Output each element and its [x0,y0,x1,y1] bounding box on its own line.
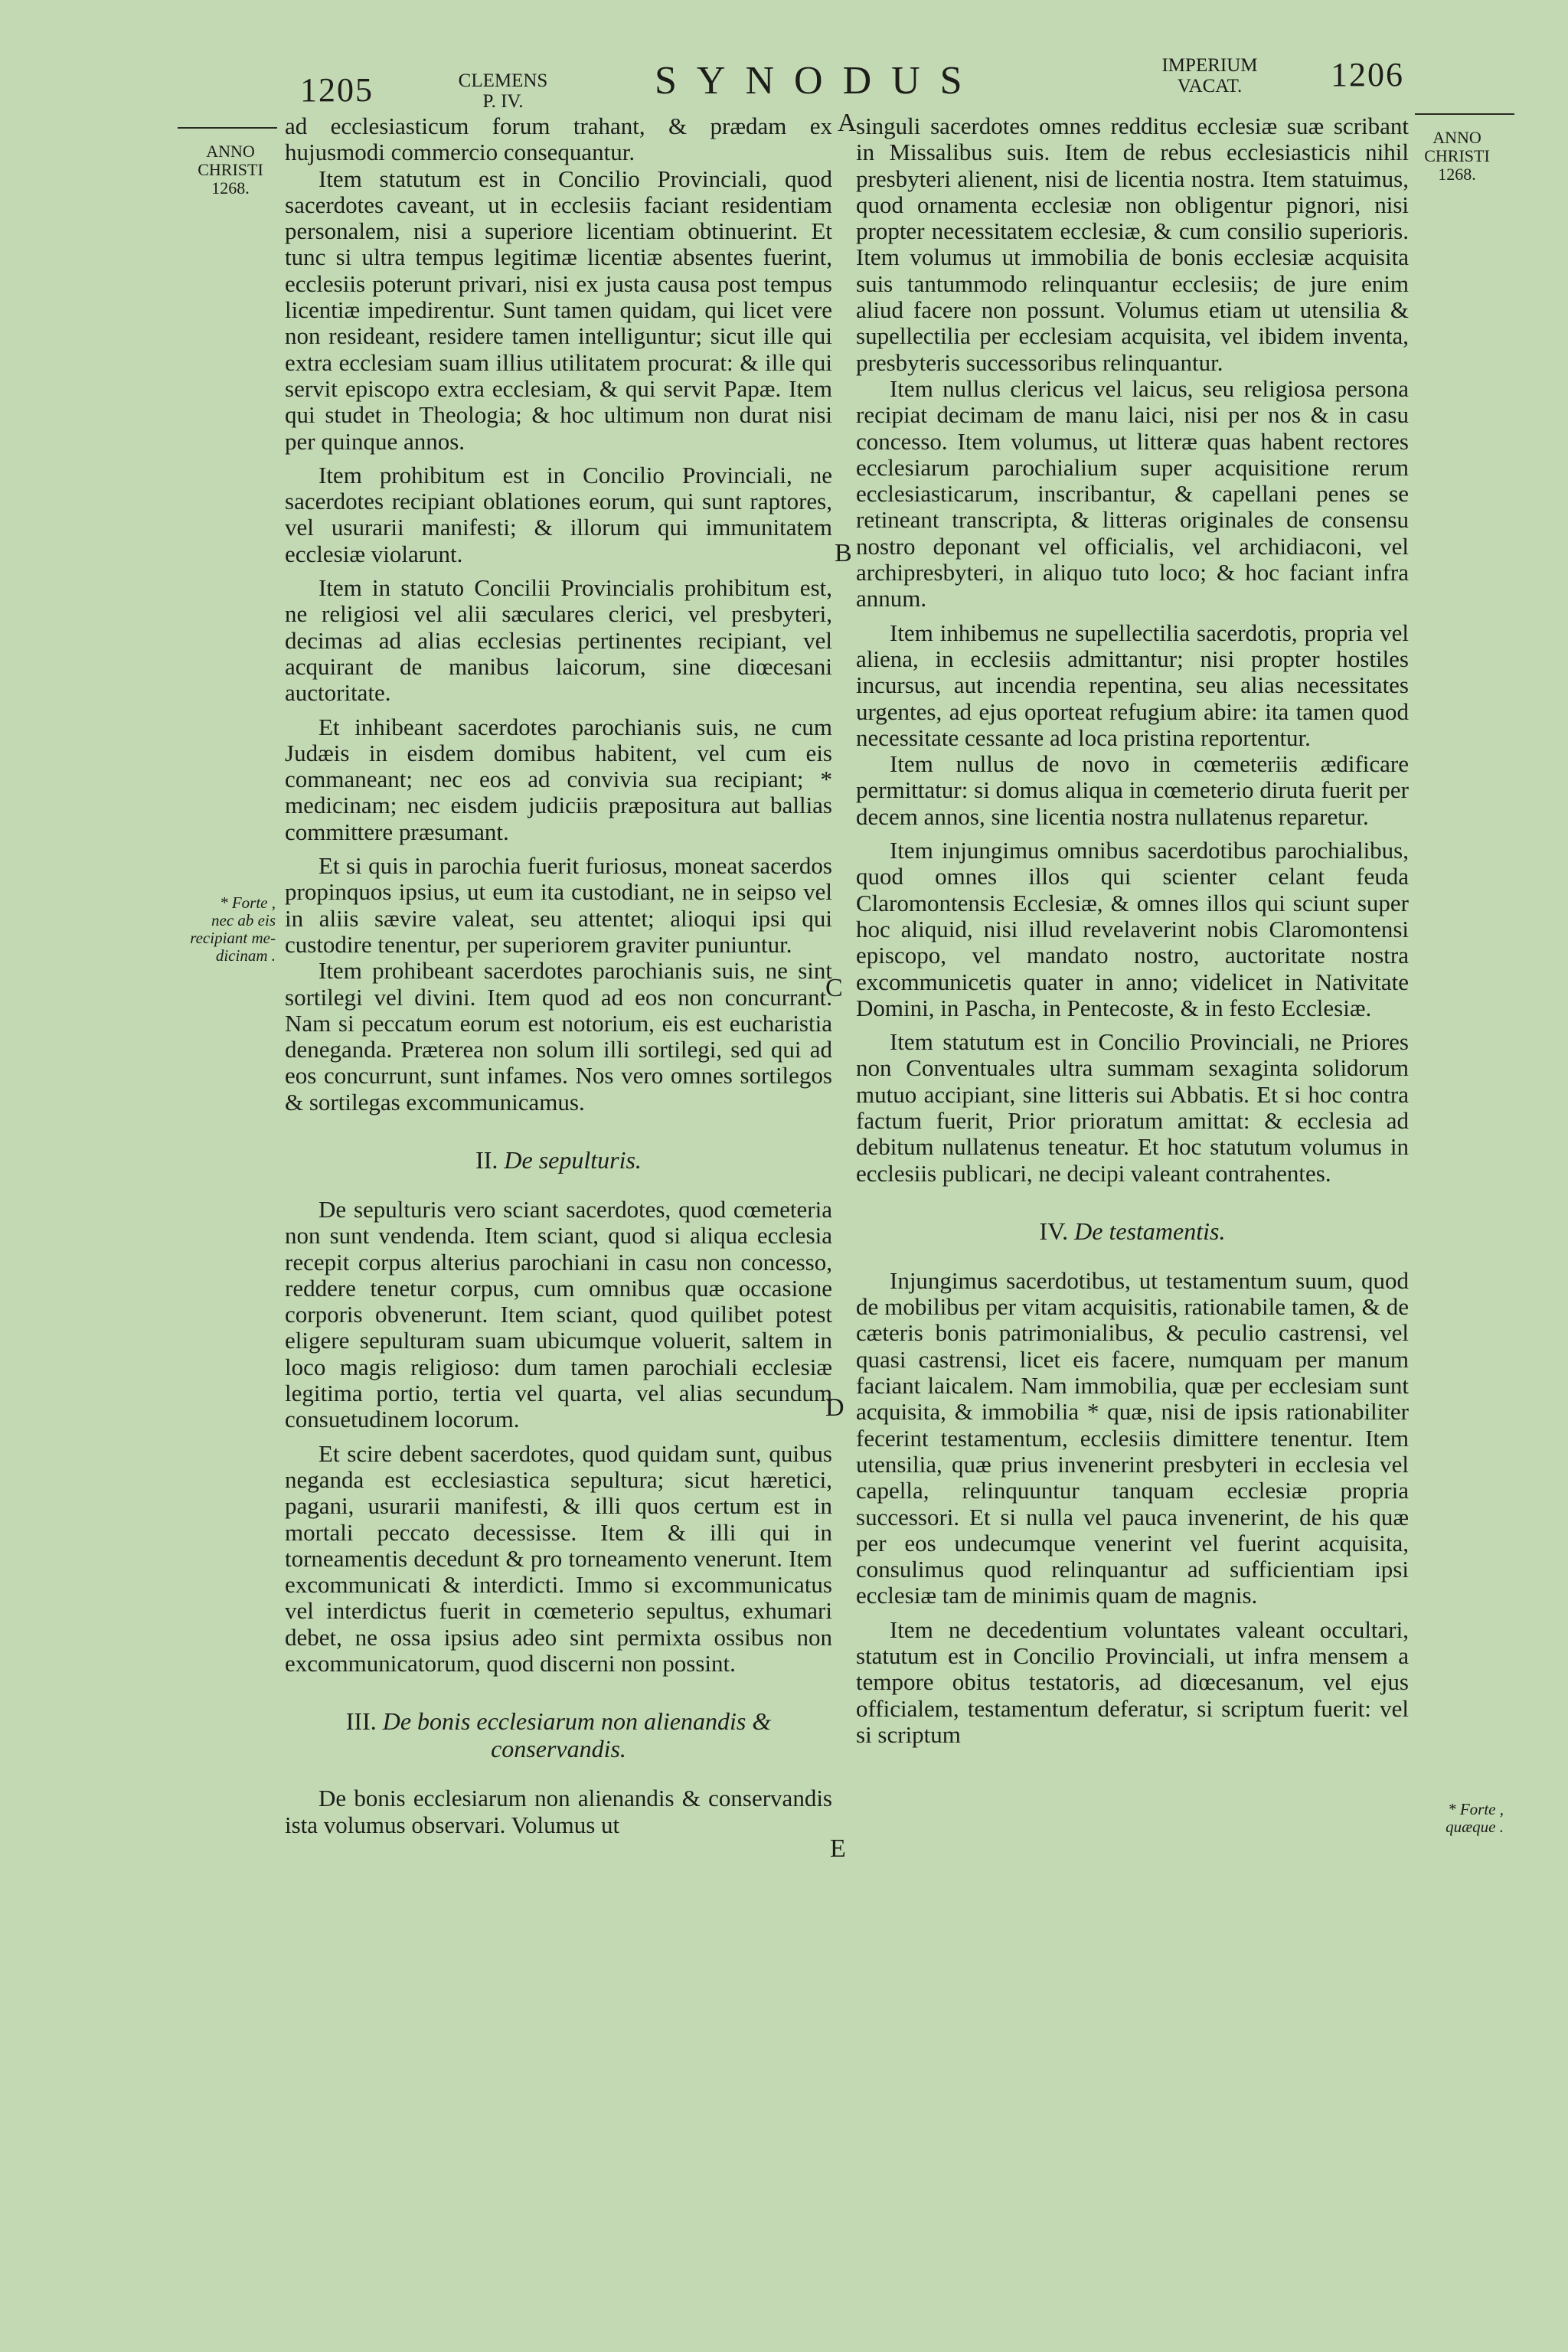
text-column-right [856,113,1409,1748]
paragraph: Injungimus sacerdotibus, ut testamentum suum, quod de mobilibus per vitam acquisitis, rationabile tamen, & de cæteris bonis patrimonialibus, & peculio castrensi, vel quasi castrensi, licet eis facere, numquam per manum faciant laicalem. Nam immobilia, quæ per ecclesiam sunt acquisita, & immobilia * quæ, nisi de ipsis rationabiliter fecerint testamentum, ecclesiis dimittere tenentur. Item utensilia, quæ prius invenerint presbyteri in ecclesia vel capella, relinquuntur tanquam ecclesiæ propria successori. Et si nulla vel pauca invenerint, de his quæ per eos undecumque venerint vel fuerint acquisita, consulimus quod relinquantur ad sufficientiam ipsi ecclesiæ tam de minimis quam de magnis. [856,1266,1409,1609]
running-head-right-line1: IMPERIUM [1161,55,1258,76]
paragraph: ad ecclesiasticum forum trahant, & prædam ex hujusmodi commercio consequantur. [285,113,832,166]
section-heading-title: De bonis ecclesiarum non alienandis & conservandis. [382,1707,772,1763]
paragraph: De sepulturis vero sciant sacerdotes, quod cœmeteria non sunt vendenda. Item sciant, quod si aliqua ecclesia recepit corpus alterius parochiani in casu non concesso, reddere tenetur corpus, cum omnibus quæ occasione corporis obvenerunt. Item sciant, quod quilibet potest eligere sepulturam suam ubicumque voluerit, saltem in loco magis religioso: dum tamen parochiali ecclesiæ legitima portio, tertia vel quarta, vel alias secundum consuetudinem locorum. [285,1195,832,1433]
margin-note-right [1413,1801,1504,1836]
margin-date-right [1415,129,1499,184]
section-marker-b: B [835,539,852,567]
margin-date-right-line3: 1268. [1438,165,1476,184]
margin-note-left-line4: dicinam . [215,946,276,965]
margin-date-left [188,142,273,198]
paragraph: Item inhibemus ne supellectilia sacerdotis, propria vel aliena, in ecclesiis admittantur; nisi propter hostiles incursus, aut incendia repentina, seu alias necessitates urgentes, ad ejus oporteat refugium abire: ita tamen quod necessitate cessante ad loca pristina reportentur. [856,619,1409,751]
section-heading-number: II. [475,1145,498,1174]
margin-date-right-line1: ANNO [1432,128,1481,147]
section-heading-title: De testamentis. [1074,1217,1226,1245]
margin-note-left-line2: nec ab eis [211,911,276,929]
paragraph: Et si quis in parochia fuerit furiosus, moneat sacerdos propinquos ipsius, ut eum ita custodiant, ne in seipso vel in aliis sævire valeat, seu attentet; alioqui ipsi qui custodire tenentur, per superiorem graviter puniuntur. [285,852,832,958]
paragraph: singuli sacerdotes omnes redditus ecclesiæ suæ scribant in Missalibus suis. Item de rebus ecclesiasticis nihil presbyteri alienent, nisi de licentia nostra. Item statuimus, quod ornamenta ecclesiæ non obligentur pignori, nisi propter necessitatem ecclesiæ, & cum consilio superioris. Item volumus ut immobilia de bonis ecclesiæ acquisita suis tantummodo relinquantur ecclesiis; de jure enim aliud facere non possunt. Volumus etiam ut utensilia & supellectilia per ecclesiam acquisita, vel ibidem inventa, presbyteris successoribus relinquantur. [856,113,1409,376]
margin-date-left-line2: CHRISTI [198,160,263,179]
paragraph: Item nullus de novo in cœmeteriis ædificare permittatur: si domus aliqua in cœmeterio diruta fuerit per decem annos, sine licentia nostra nullatenus reparetur. [856,750,1409,830]
section-marker-a: A [838,109,857,137]
paragraph: Item in statuto Concilii Provincialis prohibitum est, ne religiosi vel alii sæculares clerici, vel presbyteri, decimas ad alias ecclesias pertinentes recipiant, vel acquirant de manibus laicorum, sine diœcesani auctoritate. [285,574,832,707]
paragraph: Item statutum est in Concilio Provinciali, ne Priores non Conventuales ultra summam sexaginta solidorum mutuo accipiant, sine litteris sui Abbatis. Et si hoc contra factum fuerit, Prior prioratum amittat: & ecclesia ad debitum nullatenus teneatur. Et hoc statutum volumus in ecclesiis publicari, ne decipi valeant contrahentes. [856,1028,1409,1187]
running-head-left-line2: P. IV. [482,91,524,112]
margin-rule-right [1415,113,1514,115]
running-head-title: SYNODUS [655,59,982,103]
paragraph: Item nullus clericus vel laicus, seu religiosa persona recipiat decimam de manu laici, nisi per nos & in casu concesso. Item volumus, ut litteræ quas habent rectores ecclesiarum parochialium super acquisitione rerum ecclesiasticarum, inscribantur, & capellani penes se retineant transcripta, & litteras originales de consensu nostro deponant vel officialis, vel archidiaconi, vel archipresbyteri, in aliquo tuto loco; & hoc faciant infra annum. [856,374,1409,612]
paragraph: Et scire debent sacerdotes, quod quidam sunt, quibus neganda est ecclesiastica sepultura; sicut hæretici, pagani, usurarii manifesti, & illi quos certum est in mortali peccato decessisse. Item & illi qui in torneamentis decedunt & pro torneamento venerunt. Item excommunicati & interdicti. Immo si excommunicatus vel interdictus fuerit in cœmeterio sepultus, exhumari debet, ne ossa ipsius adeo sint permixta ossibus non excommunicatorum, quod discerni non possint. [285,1439,832,1677]
section-heading-number: IV. [1039,1217,1069,1245]
page-number-right: 1206 [1331,56,1404,93]
margin-note-right-line1: * Forte , [1448,1800,1504,1818]
running-head-right-line2: VACAT. [1177,76,1243,96]
margin-date-left-line1: ANNO [206,142,255,161]
running-head-right [1152,55,1267,96]
running-head-left-line1: CLEMENS [458,70,548,91]
margin-note-right-line2: quæque . [1446,1818,1504,1836]
margin-date-right-line2: CHRISTI [1424,146,1490,165]
margin-rule-left [178,127,277,129]
section-heading-number: III. [345,1707,377,1736]
section-marker-e: E [830,1834,846,1863]
section-heading [856,1217,1409,1245]
margin-note-left-line3: recipiant me- [190,929,276,947]
section-marker-c: C [825,974,843,1002]
paragraph: Item prohibitum est in Concilio Provinciali, ne sacerdotes recipiant oblationes eorum, qui sunt raptores, vel usurarii manifesti; & illorum qui immunitatem ecclesiæ violarunt. [285,461,832,567]
margin-date-left-line3: 1268. [211,178,250,198]
section-heading [285,1146,832,1174]
running-head-left [446,70,560,112]
paragraph: Item statutum est in Concilio Provinciali, quod sacerdotes caveant, ut in ecclesiis faciant residentiam personalem, nisi a superiore licentiam obtinuerint. Et tunc si ultra tempus legitimæ licentiæ absentes fuerint, ecclesiis poterunt privari, nisi ex justa causa post tempus licentiæ impedirentur. Sunt tamen quidam, qui licet vere non resideant, residere tamen intelliguntur; sicut ille qui extra ecclesiam suam illius utilitatem procurat: & ille qui servit episcopo extra ecclesiam, & qui servit Papæ. Item qui studet in Theologia; & hoc ultimum non durat nisi per quinque annos. [285,165,832,455]
paragraph: Item injungimus omnibus sacerdotibus parochialibus, quod omnes illos qui scienter celant feuda Claromontensis Ecclesiæ, & omnes illos qui sciunt super hoc aliquid, nisi illud revelaverint nobis Claromontensi episcopo, vel mandato nostro, auctoritate nostra excommunicetis quater in anno; videlicet in Nativitate Domini, in Pascha, in Pentecoste, & in festo Ecclesiæ. [856,837,1409,1021]
margin-note-left [161,894,276,965]
paragraph: Item ne decedentium voluntates valeant occultari, statutum est in Concilio Provinciali, ut infra mensem a tempore obitus testatoris, ad diœcesanum, vel ejus officialem, testamentum deferatur, si scriptum fuerit: vel si scriptum [856,1615,1409,1748]
section-heading [285,1707,832,1762]
page-number-left: 1205 [300,71,374,109]
section-marker-d: D [825,1393,844,1422]
paragraph: De bonis ecclesiarum non alienandis & conservandis ista volumus observari. Volumus ut [285,1785,832,1838]
text-column-left [285,113,832,1838]
paragraph: Item prohibeant sacerdotes parochianis suis, ne sint sortilegi vel divini. Item quod ad eos non concurrant. Nam si peccatum eorum est notorium, eis est eucharistia deneganda. Præterea non solum illi sortilegi, sed qui ad eos concurrunt, sunt infames. Nos vero omnes sortilegos & sortilegas excommunicamus. [285,957,832,1116]
margin-note-left-line1: * Forte , [220,893,276,912]
paragraph: Et inhibeant sacerdotes parochianis suis, ne cum Judæis in eisdem domibus habitent, vel cum eis commaneant; nec eos ad convivia sua recipiant; * medicinam; nec eisdem judiciis præpositura aut ballias committere præsumant. [285,713,832,845]
section-heading-title: De sepulturis. [504,1145,642,1174]
